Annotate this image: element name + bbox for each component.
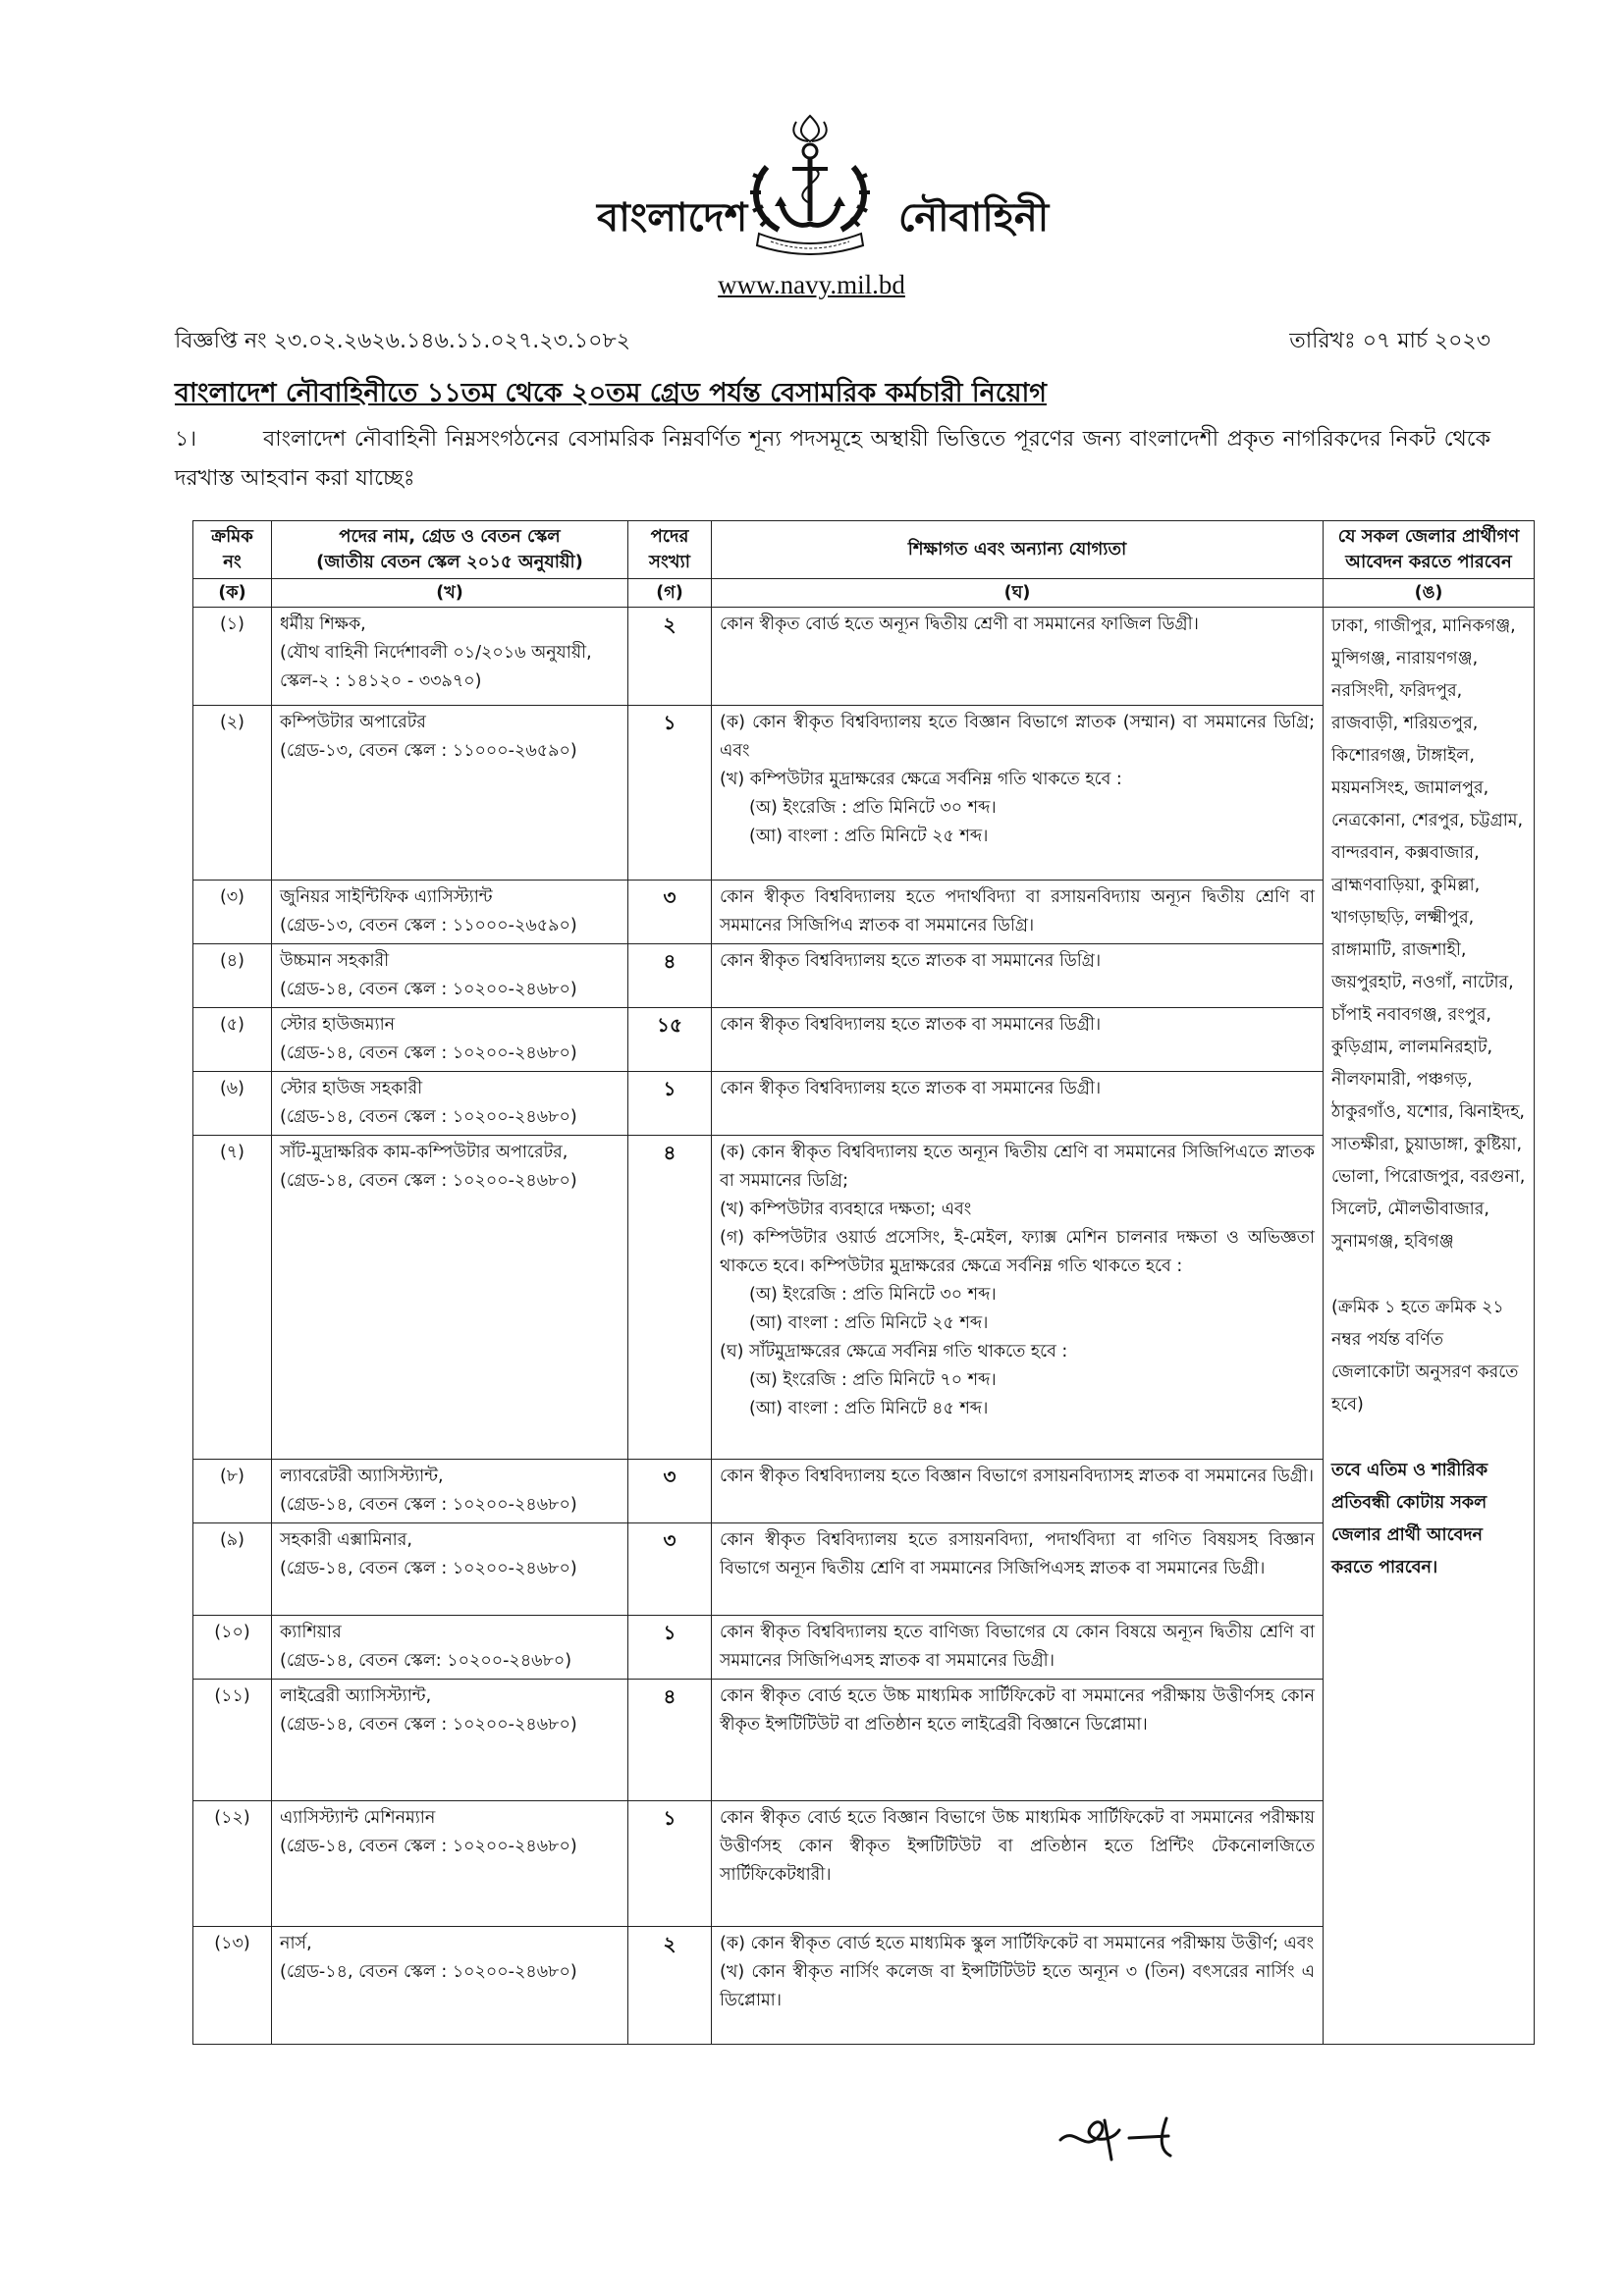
- row-count: ২: [628, 608, 712, 706]
- label-count: (গ): [628, 579, 712, 608]
- row-post: [272, 1616, 628, 1680]
- row-post: [272, 1008, 628, 1072]
- row-qualification: [712, 706, 1324, 881]
- qualification-line: কোন স্বীকৃত বিশ্ববিদ্যালয় হতে বিজ্ঞান বিভাগে রসায়নবিদ্যাসহ স্নাতক বা সমমানের ডিগ্রী।: [720, 1467, 1315, 1486]
- qualification-line: (ঘ) সাঁটমুদ্রাক্ষরের ক্ষেত্রে সর্বনিম্ন গতি থাকতে হবে :: [720, 1342, 1068, 1362]
- row-post: [272, 1801, 628, 1927]
- row-count: ১: [628, 1616, 712, 1680]
- post-name: ক্যাশিয়ার: [280, 1623, 342, 1642]
- table-header-row: [193, 521, 1535, 579]
- intro-text: বাংলাদেশ নৌবাহিনী নিম্নসংগঠনের বেসামরিক নিম্নবর্ণিত শূন্য পদসমূহে অস্থায়ী ভিত্তিতে পূরণের জন্য বাংলাদেশী প্রকৃত নাগরিকদের নিকট থেকে দরখাস্ত আহবান করা যাচ্ছেঃ: [175, 427, 1490, 491]
- signature-mark: [1051, 2101, 1198, 2169]
- row-post: [272, 706, 628, 881]
- qualification-line: (আ) বাংলা : প্রতি মিনিটে ২৫ শব্দ।: [749, 1313, 989, 1333]
- row-serial: (১০): [193, 1616, 272, 1680]
- qualification-line: (খ) কম্পিউটার মুদ্রাক্ষরের ক্ষেত্রে সর্বনিম্ন গতি থাকতে হবে :: [720, 770, 1122, 789]
- qualification-line: (অ) ইংরেজি : প্রতি মিনিটে ৩০ শব্দ।: [749, 1285, 997, 1305]
- row-serial: (৬): [193, 1072, 272, 1136]
- qualification-line: (খ) কম্পিউটার ব্যবহারে দক্ষতা; এবং: [720, 1200, 972, 1219]
- row-count: ১: [628, 1072, 712, 1136]
- row-count: ৩: [628, 1523, 712, 1616]
- post-name: জুনিয়র সাইন্টিফিক এ্যাসিস্ট্যান্ট: [280, 887, 493, 907]
- header-right-title: নৌবাহিনী: [898, 194, 1050, 240]
- post-grade: (গ্রেড-১৪, বেতন স্কেল : ১০২০০-২৪৬৮০): [280, 1837, 577, 1856]
- row-post: [272, 608, 628, 706]
- row-qualification: [712, 1616, 1324, 1680]
- qualification-line: (আ) বাংলা : প্রতি মিনিটে ২৫ শব্দ।: [749, 827, 989, 846]
- qualification-line: কোন স্বীকৃত বিশ্ববিদ্যালয় হতে স্নাতক বা সমমানের ডিগ্রি।: [720, 951, 1102, 971]
- row-serial: (৫): [193, 1008, 272, 1072]
- post-grade: (গ্রেড-১৩, বেতন স্কেল : ১১০০০-২৬৫৯০): [280, 916, 577, 935]
- vacancy-table: [192, 520, 1535, 2045]
- header-post: [272, 521, 628, 579]
- label-qualification: (ঘ): [712, 579, 1324, 608]
- row-serial: (৭): [193, 1136, 272, 1460]
- row-post: [272, 1523, 628, 1616]
- header-qualification: শিক্ষাগত এবং অন্যান্য যোগ্যতা: [712, 521, 1324, 579]
- row-qualification: [712, 1680, 1324, 1801]
- row-serial: (৯): [193, 1523, 272, 1616]
- post-name: লাইব্রেরী অ্যাসিস্ট্যান্ট,: [280, 1686, 432, 1706]
- table-row: [193, 608, 1535, 706]
- post-grade: (গ্রেড-১৪, বেতন স্কেল : ১০২০০-২৪৬৮০): [280, 980, 577, 999]
- post-name: সাঁট-মুদ্রাক্ষরিক কাম-কম্পিউটার অপারেটর,: [280, 1143, 568, 1162]
- notice-title: বাংলাদেশ নৌবাহিনীতে ১১তম থেকে ২০তম গ্রেড পর্যন্ত বেসামরিক কর্মচারী নিয়োগ: [175, 378, 1047, 408]
- website-link[interactable]: www.navy.mil.bd: [718, 270, 905, 299]
- row-serial: (৪): [193, 944, 272, 1008]
- qualification-line: (গ) কম্পিউটার ওয়ার্ড প্রসেসিং, ই-মেইল, ফ্যাক্স মেশিন চালনার দক্ষতা ও অভিজ্ঞতা থাকতে হবে। কম্পিউটার মুদ্রাক্ষরের ক্ষেত্রে সর্বনিম্ন গতি থাকতে হবে :: [720, 1228, 1315, 1276]
- qualification-line: কোন স্বীকৃত বিশ্ববিদ্যালয় হতে বাণিজ্য বিভাগের যে কোন বিষয়ে অন্যূন দ্বিতীয় শ্রেণি বা সমমানের সিজিপিএসহ স্নাতক বা সমমানের ডিগ্রী।: [720, 1623, 1315, 1671]
- row-serial: (৮): [193, 1460, 272, 1523]
- row-count: ১৫: [628, 1008, 712, 1072]
- notice-date: তারিখঃ ০৭ মার্চ ২০২৩: [1289, 329, 1490, 353]
- qualification-line: কোন স্বীকৃত বিশ্ববিদ্যালয় হতে স্নাতক বা সমমানের ডিগ্রী।: [720, 1015, 1102, 1035]
- row-post: [272, 944, 628, 1008]
- row-count: ৩: [628, 881, 712, 944]
- row-serial: (১১): [193, 1680, 272, 1801]
- table-label-row: [193, 579, 1535, 608]
- row-count: ৪: [628, 1680, 712, 1801]
- qualification-line: (ক) কোন স্বীকৃত বোর্ড হতে মাধ্যমিক স্কুল সার্টিফিকেট বা সমমানের পরীক্ষায় উত্তীর্ণ; এবং: [720, 1934, 1315, 1953]
- row-count: ৪: [628, 1136, 712, 1460]
- qualification-line: (অ) ইংরেজি : প্রতি মিনিটে ৩০ শব্দ।: [749, 798, 997, 818]
- paragraph-number: ১।: [175, 427, 197, 452]
- post-grade: (গ্রেড-১৪, বেতন স্কেল : ১০২০০-২৪৬৮০): [280, 1107, 577, 1127]
- row-serial: (১২): [193, 1801, 272, 1927]
- post-name: নার্স,: [280, 1934, 312, 1953]
- row-qualification: [712, 944, 1324, 1008]
- row-qualification: [712, 608, 1324, 706]
- row-qualification: [712, 1008, 1324, 1072]
- post-name: কম্পিউটার অপারেটর: [280, 713, 426, 732]
- districts-quota-note: তবে এতিম ও শারীরিক প্রতিবন্ধী কোটায় সকল জেলার প্রার্থী আবেদন করতে পারবেন।: [1331, 1461, 1488, 1577]
- row-serial: (৩): [193, 881, 272, 944]
- districts-cell: [1324, 608, 1535, 2045]
- qualification-line: (ক) কোন স্বীকৃত বিশ্ববিদ্যালয় হতে অন্যূন দ্বিতীয় শ্রেণি বা সমমানের সিজিপিএতে স্নাতক বা সমমানের ডিগ্রি;: [720, 1143, 1315, 1191]
- row-serial: (১৩): [193, 1927, 272, 2045]
- qualification-line: কোন স্বীকৃত বোর্ড হতে অন্যূন দ্বিতীয় শ্রেণী বা সমমানের ফাজিল ডিগ্রী।: [720, 614, 1199, 634]
- post-name: সহকারী এক্সামিনার,: [280, 1530, 412, 1550]
- qualification-line: (আ) বাংলা : প্রতি মিনিটে ৪৫ শব্দ।: [749, 1399, 989, 1418]
- row-qualification: [712, 1072, 1324, 1136]
- row-count: ৩: [628, 1460, 712, 1523]
- post-name: ধর্মীয় শিক্ষক,: [280, 614, 366, 634]
- navy-emblem-icon: [731, 108, 889, 255]
- header-districts: যে সকল জেলার প্রার্থীগণ আবেদন করতে পারবেন: [1324, 521, 1535, 579]
- letterhead: [0, 108, 1623, 334]
- post-grade: (গ্রেড-১৪, বেতন স্কেল : ১০২০০-২৪৬৮০): [280, 1171, 577, 1191]
- label-post: (খ): [272, 579, 628, 608]
- post-name: এ্যাসিস্ট্যান্ট মেশিনম্যান: [280, 1808, 436, 1828]
- post-grade: (গ্রেড-১৪, বেতন স্কেল : ১০২০০-২৪৬৮০): [280, 1715, 577, 1735]
- row-post: [272, 1072, 628, 1136]
- row-qualification: [712, 1927, 1324, 2045]
- qualification-line: (খ) কোন স্বীকৃত নার্সিং কলেজ বা ইন্সটিটিউট হতে অন্যূন ৩ (তিন) বৎসরের নার্সিং এ ডিপ্লোমা।: [720, 1962, 1315, 2010]
- header-post-title: পদের নাম, গ্রেড ও বেতন স্কেল: [339, 526, 561, 547]
- qualification-line: কোন স্বীকৃত বিশ্ববিদ্যালয় হতে পদার্থবিদ্যা বা রসায়নবিদ্যায় অন্যূন দ্বিতীয় শ্রেণি বা সমমানের সিজিপিএ স্নাতক বা সমমানের ডিগ্রি।: [720, 887, 1315, 935]
- row-qualification: [712, 881, 1324, 944]
- row-serial: (১): [193, 608, 272, 706]
- districts-list: ঢাকা, গাজীপুর, মানিকগঞ্জ, মুন্সিগঞ্জ, নারায়ণগঞ্জ, নরসিংদী, ফরিদপুর, রাজবাড়ী, শরিয়তপুর, কিশোরগঞ্জ, টাঙ্গাইল, ময়মনসিংহ, জামালপুর, নেত্রকোনা, শেরপুর, চট্টগ্রাম, বান্দরবান, কক্সবাজার, ব্রাহ্মণবাড়িয়া, কুমিল্লা, খাগড়াছড়ি, লক্ষ্মীপুর, রাঙ্গামাটি, রাজশাহী, জয়পুরহাট, নওগাঁ, নাটোর, চাঁপাই নবাবগঞ্জ, রংপুর, কুড়িগ্রাম, লালমনিরহাট, নীলফামারী, পঞ্চগড়, ঠাকুরগাঁও, যশোর, ঝিনাইদহ, সাতক্ষীরা, চুয়াডাঙ্গা, কুষ্টিয়া, ভোলা, পিরোজপুর, বরগুনা, সিলেট, মৌলভীবাজার, সুনামগঞ্জ, হবিগঞ্জ: [1331, 616, 1526, 1252]
- row-qualification: [712, 1460, 1324, 1523]
- post-name: উচ্চমান সহকারী: [280, 951, 390, 971]
- row-count: ২: [628, 1927, 712, 2045]
- post-grade: (গ্রেড-১৩, বেতন স্কেল : ১১০০০-২৬৫৯০): [280, 741, 577, 761]
- row-qualification: [712, 1801, 1324, 1927]
- qualification-line: কোন স্বীকৃত বিশ্ববিদ্যালয় হতে রসায়নবিদ্যা, পদার্থবিদ্যা বা গণিত বিষয়সহ বিজ্ঞান বিভাগে অন্যূন দ্বিতীয় শ্রেণি বা সমমানের সিজিপিএসহ স্নাতক বা সমমানের ডিগ্রী।: [720, 1530, 1315, 1578]
- qualification-line: কোন স্বীকৃত বোর্ড হতে বিজ্ঞান বিভাগে উচ্চ মাধ্যমিক সার্টিফিকেট বা সমমানের পরীক্ষায় উত্তীর্ণসহ কোন স্বীকৃত ইন্সটিটিউট বা প্রতিষ্ঠান হতে প্রিন্টিং টেকনোলজিতে সার্টিফিকেটধারী।: [720, 1808, 1315, 1885]
- post-grade: (গ্রেড-১৪, বেতন স্কেল : ১০২০০-২৪৬৮০): [280, 1962, 577, 1982]
- label-districts: (ঙ): [1324, 579, 1535, 608]
- post-grade: (গ্রেড-১৪, বেতন স্কেল: ১০২০০-২৪৬৮০): [280, 1651, 572, 1671]
- row-post: [272, 1927, 628, 2045]
- qualification-line: (ক) কোন স্বীকৃত বিশ্ববিদ্যালয় হতে বিজ্ঞান বিভাগে স্নাতক (সম্মান) বা সমমানের ডিগ্রি; এবং: [720, 713, 1315, 761]
- post-name: স্টোর হাউজম্যান: [280, 1015, 396, 1035]
- post-grade: (গ্রেড-১৪, বেতন স্কেল : ১০২০০-২৪৬৮০): [280, 1043, 577, 1063]
- qualification-line: (অ) ইংরেজি : প্রতি মিনিটে ৭০ শব্দ।: [749, 1370, 997, 1390]
- intro-paragraph: [175, 420, 1490, 499]
- header-count: পদের সংখ্যা: [628, 521, 712, 579]
- header-serial: ক্রমিক নং: [193, 521, 272, 579]
- row-post: [272, 881, 628, 944]
- row-serial: (২): [193, 706, 272, 881]
- row-qualification: [712, 1136, 1324, 1460]
- label-serial: (ক): [193, 579, 272, 608]
- row-post: [272, 1136, 628, 1460]
- post-grade: (গ্রেড-১৪, বেতন স্কেল : ১০২০০-২৪৬৮০): [280, 1495, 577, 1515]
- row-count: ১: [628, 1801, 712, 1927]
- row-count: ৪: [628, 944, 712, 1008]
- header-left-title: বাংলাদেশ: [597, 194, 748, 240]
- post-grade: (গ্রেড-১৪, বেতন স্কেল : ১০২০০-২৪৬৮০): [280, 1559, 577, 1578]
- districts-note: (ক্রমিক ১ হতে ক্রমিক ২১ নম্বর পর্যন্ত বর্ণিত জেলাকোটা অনুসরণ করতে হবে): [1331, 1298, 1519, 1415]
- qualification-line: কোন স্বীকৃত বোর্ড হতে উচ্চ মাধ্যমিক সার্টিফিকেট বা সমমানের পরীক্ষায় উত্তীর্ণসহ কোন স্বীকৃত ইন্সটিটিউট বা প্রতিষ্ঠান হতে লাইব্রেরী বিজ্ঞানে ডিপ্লোমা।: [720, 1686, 1315, 1735]
- row-post: [272, 1460, 628, 1523]
- qualification-line: কোন স্বীকৃত বিশ্ববিদ্যালয় হতে স্নাতক বা সমমানের ডিগ্রী।: [720, 1079, 1102, 1098]
- header-post-subtitle: (জাতীয় বেতন স্কেল ২০১৫ অনুযায়ী): [316, 552, 583, 572]
- post-grade: (যৌথ বাহিনী নির্দেশাবলী ০১/২০১৬ অনুযায়ী, স্কেল-২ : ১৪১২০ - ৩৩৯৭০): [280, 643, 592, 691]
- row-qualification: [712, 1523, 1324, 1616]
- row-count: ১: [628, 706, 712, 881]
- row-post: [272, 1680, 628, 1801]
- post-name: ল্যাবরেটরী অ্যাসিস্ট্যান্ট,: [280, 1467, 444, 1486]
- post-name: স্টোর হাউজ সহকারী: [280, 1079, 423, 1098]
- reference-number: বিজ্ঞপ্তি নং ২৩.০২.২৬২৬.১৪৬.১১.০২৭.২৩.১০৮২: [175, 329, 631, 353]
